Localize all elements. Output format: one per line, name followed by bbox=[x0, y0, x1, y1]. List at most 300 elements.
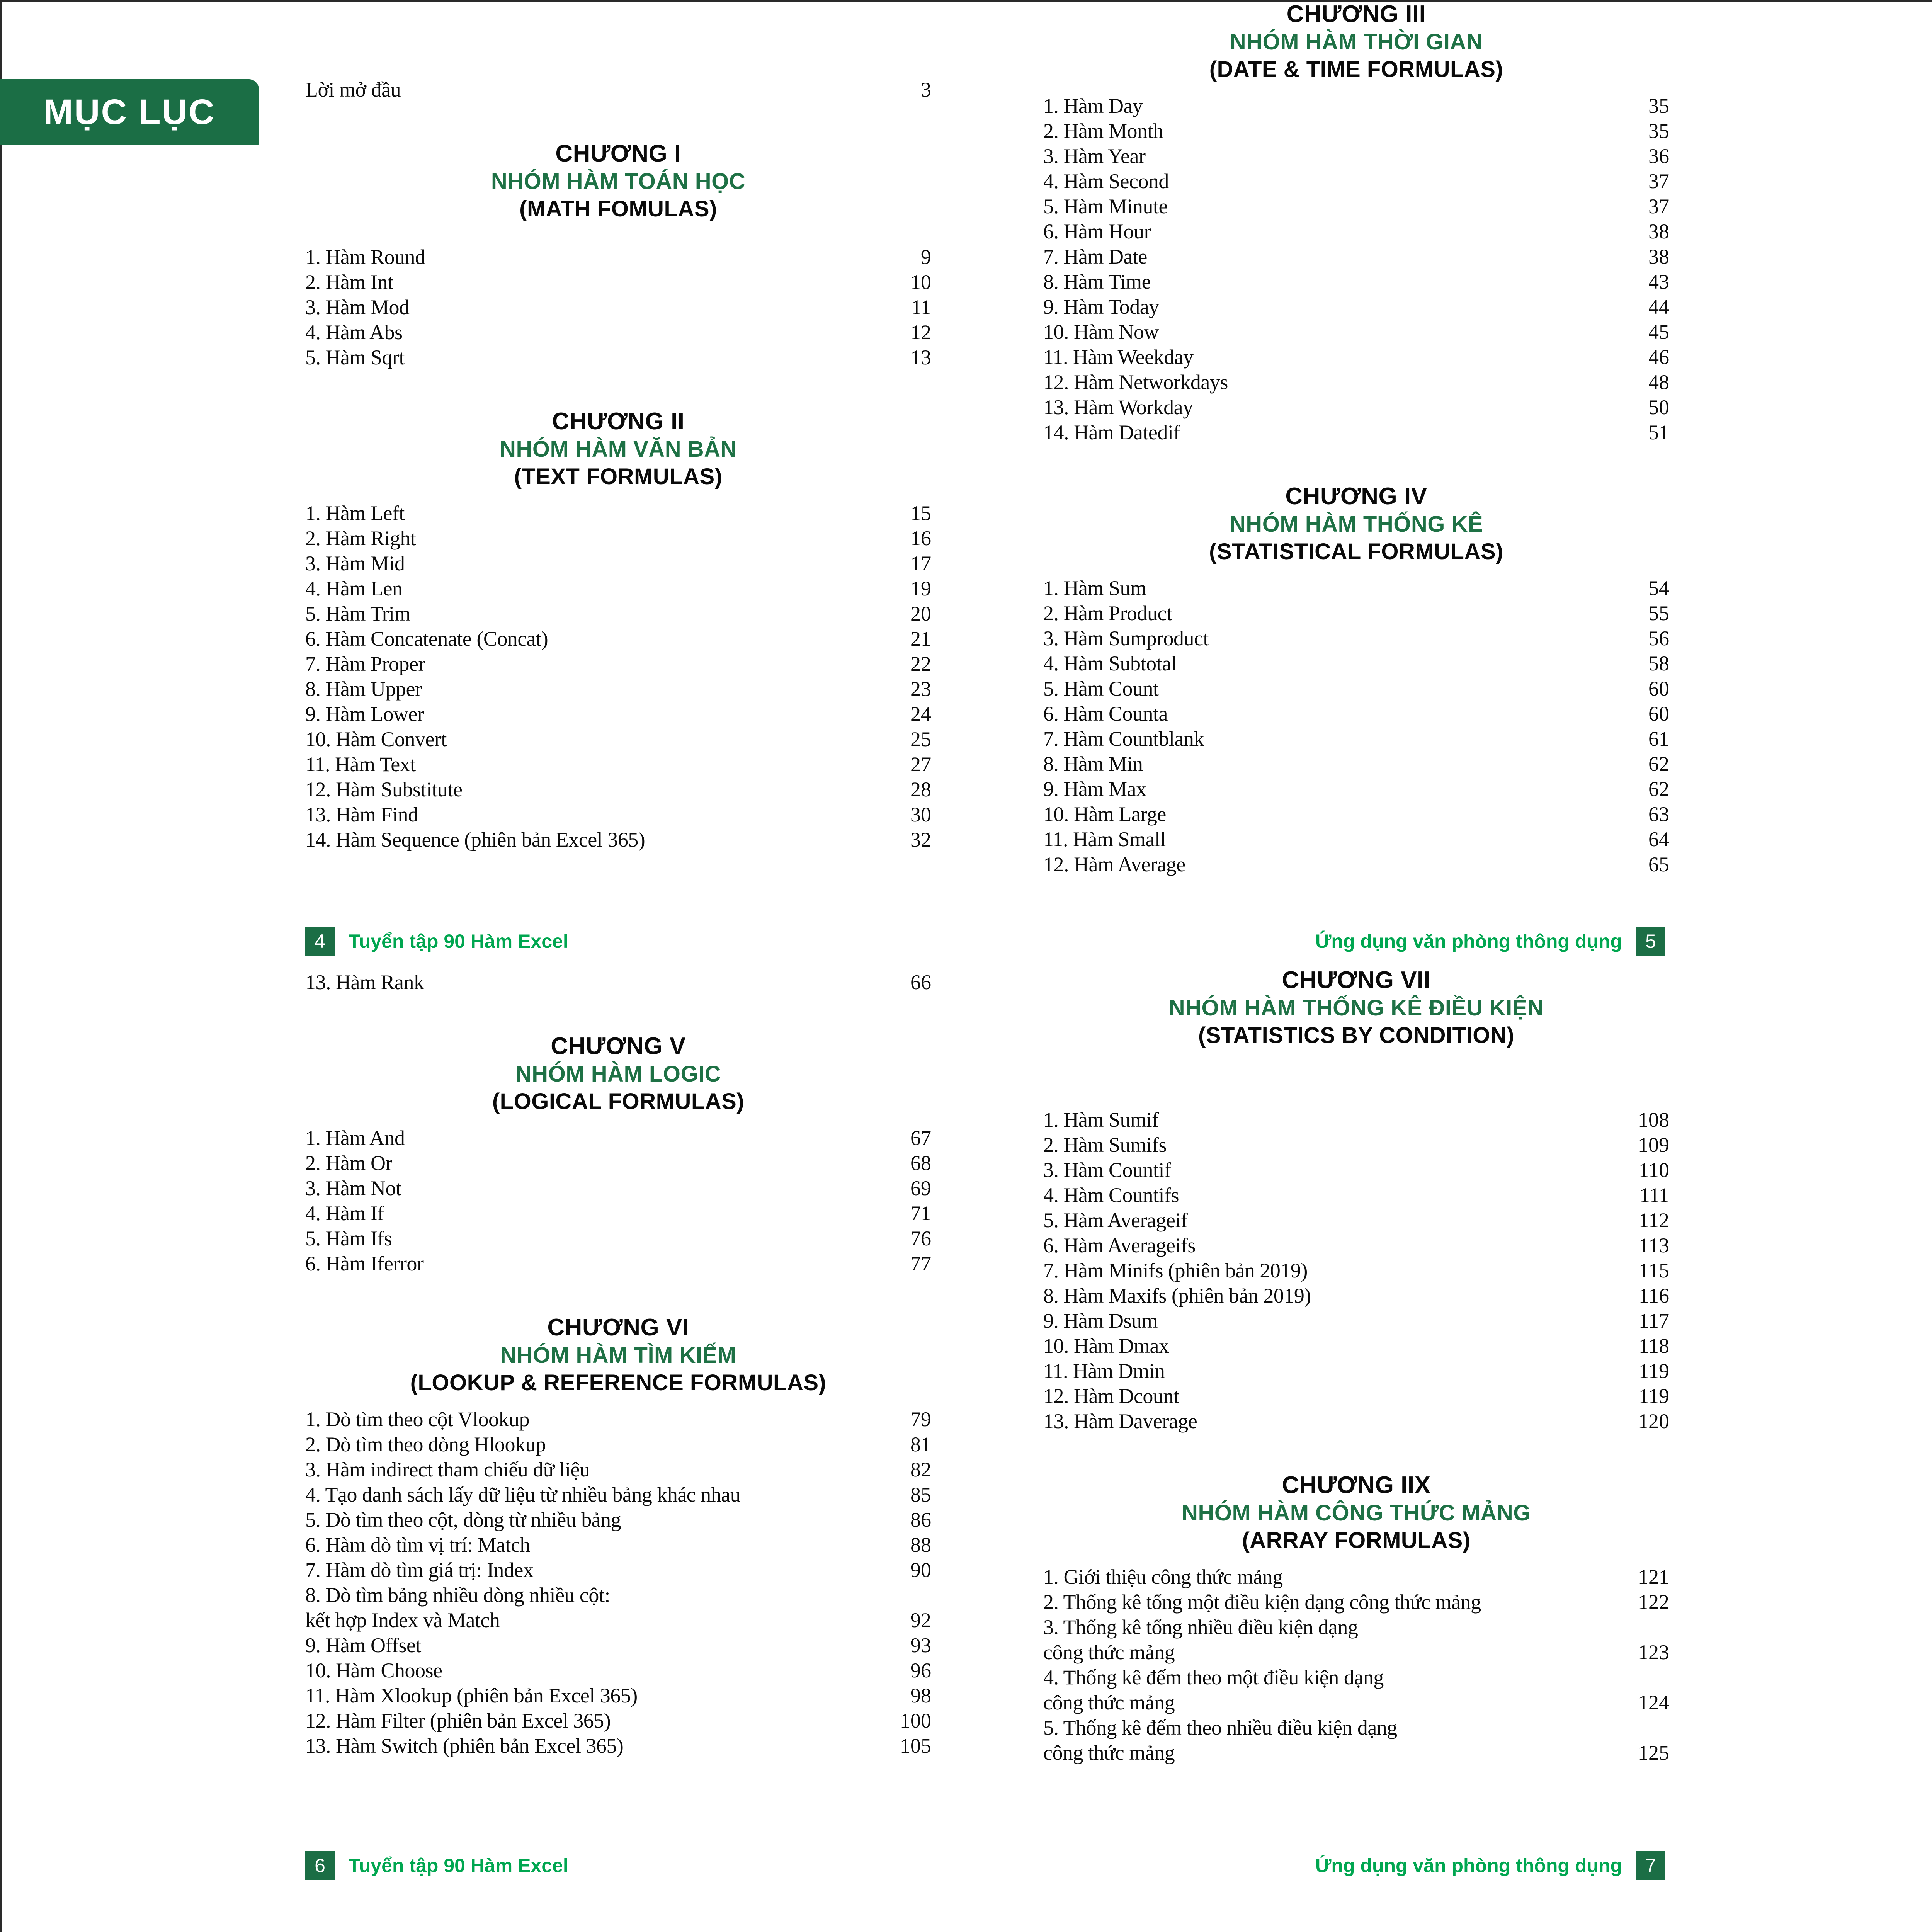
toc-entry-title: 8. Hàm Time bbox=[1043, 270, 1151, 293]
toc-entry-page: 11 bbox=[911, 296, 931, 319]
toc-entry-title: 1. Hàm And bbox=[305, 1126, 405, 1150]
toc-entry-title: 4. Hàm Second bbox=[1043, 170, 1169, 193]
toc-entry[interactable] bbox=[305, 827, 931, 852]
toc-entry-continuation[interactable] bbox=[1043, 1690, 1669, 1715]
footer-title: Ứng dụng văn phòng thông dụng bbox=[1315, 930, 1622, 952]
toc-entry[interactable] bbox=[305, 1708, 931, 1733]
toc-entry-page: 62 bbox=[1648, 752, 1669, 776]
toc-entry-page: 69 bbox=[910, 1177, 931, 1200]
chapter-title-en: (LOOKUP & REFERENCE FORMULAS) bbox=[410, 1370, 827, 1395]
toc-entry-title: Lời mở đầu bbox=[305, 78, 401, 101]
toc-entry-page: 122 bbox=[1638, 1590, 1669, 1614]
toc-entry-title: 11. Hàm Small bbox=[1043, 828, 1166, 851]
toc-entry[interactable] bbox=[305, 1151, 931, 1176]
toc-entry-title: 4. Thống kê đếm theo một điều kiện dạng bbox=[1043, 1666, 1384, 1689]
spacer bbox=[305, 995, 931, 1032]
toc-entry-page: 66 bbox=[910, 971, 931, 994]
toc-entry-title: 7. Hàm Countblank bbox=[1043, 727, 1204, 750]
toc-entry-page: 115 bbox=[1639, 1259, 1669, 1282]
toc-entry-page: 112 bbox=[1639, 1209, 1669, 1232]
toc-entry[interactable] bbox=[1043, 370, 1669, 395]
toc-entry[interactable] bbox=[305, 501, 931, 526]
toc-entry[interactable] bbox=[305, 702, 931, 727]
toc-entry-title: 2. Hàm Or bbox=[305, 1151, 392, 1175]
toc-entry-title: 4. Hàm Abs bbox=[305, 321, 403, 344]
toc-entry-page: 13 bbox=[910, 346, 931, 369]
toc-entry-title: 2. Hàm Month bbox=[1043, 119, 1163, 143]
spacer bbox=[305, 102, 931, 139]
toc-entry[interactable] bbox=[305, 1407, 931, 1432]
toc-entry-page: 35 bbox=[1648, 94, 1669, 117]
toc-entry-title: 11. Hàm Xlookup (phiên bản Excel 365) bbox=[305, 1684, 638, 1707]
chapter-number: CHƯƠNG III bbox=[1286, 1, 1426, 27]
toc-entry-title: 13. Hàm Rank bbox=[305, 971, 424, 994]
toc-entry-title: 7. Hàm Date bbox=[1043, 245, 1147, 268]
toc-entry-page: 20 bbox=[910, 602, 931, 625]
chapter-title-vi: NHÓM HÀM TOÁN HỌC bbox=[491, 169, 746, 194]
spacer bbox=[1043, 1554, 1669, 1565]
toc-entry[interactable] bbox=[1043, 1158, 1669, 1183]
chapter-heading-5 bbox=[305, 1032, 931, 1116]
toc-entry-page: 119 bbox=[1639, 1384, 1669, 1408]
toc-entry[interactable] bbox=[305, 1507, 931, 1532]
toc-entry[interactable] bbox=[305, 1432, 931, 1457]
toc-entry-page: 64 bbox=[1648, 828, 1669, 851]
toc-column-bottom-right bbox=[1043, 966, 1669, 1765]
chapter-heading-6 bbox=[305, 1313, 931, 1397]
spacer bbox=[305, 1276, 931, 1313]
toc-entry-title: 7. Hàm dò tìm giá trị: Index bbox=[305, 1558, 534, 1582]
spacer bbox=[305, 1397, 931, 1407]
toc-entry-carryover[interactable] bbox=[305, 970, 931, 995]
toc-entry-title: 13. Hàm Find bbox=[305, 803, 418, 826]
toc-entry[interactable] bbox=[1043, 752, 1669, 777]
page-number-badge: 7 bbox=[1636, 1851, 1665, 1880]
toc-entry-page: 92 bbox=[910, 1609, 931, 1632]
toc-entry[interactable] bbox=[305, 576, 931, 601]
toc-entry-page: 110 bbox=[1639, 1158, 1669, 1182]
toc-entry-title: 9. Hàm Today bbox=[1043, 295, 1159, 318]
spacer bbox=[1043, 83, 1669, 94]
toc-entry-page: 67 bbox=[910, 1126, 931, 1150]
toc-entry-title: 6. Hàm dò tìm vị trí: Match bbox=[305, 1533, 530, 1556]
footer-bottom-left bbox=[305, 1851, 568, 1880]
toc-entry-preface[interactable] bbox=[305, 77, 931, 102]
toc-entry[interactable] bbox=[305, 295, 931, 320]
toc-entry[interactable] bbox=[305, 551, 931, 576]
toc-entry[interactable] bbox=[1043, 802, 1669, 827]
toc-entry-title: 3. Hàm indirect tham chiếu dữ liệu bbox=[305, 1458, 590, 1481]
toc-entry[interactable] bbox=[1043, 395, 1669, 420]
toc-entry-page: 120 bbox=[1638, 1410, 1669, 1433]
toc-entry-title: 10. Hàm Choose bbox=[305, 1659, 442, 1682]
chapter-number: CHƯƠNG V bbox=[551, 1033, 686, 1060]
toc-entry-title: 5. Hàm Sqrt bbox=[305, 346, 405, 369]
toc-entry[interactable] bbox=[1043, 1183, 1669, 1208]
toc-entry-title: 7. Hàm Minifs (phiên bản 2019) bbox=[1043, 1259, 1308, 1282]
toc-entry-page: 30 bbox=[910, 803, 931, 826]
toc-entry[interactable] bbox=[1043, 1308, 1669, 1333]
toc-entry-page: 50 bbox=[1648, 396, 1669, 419]
spacer bbox=[305, 491, 931, 501]
toc-entry-page: 82 bbox=[910, 1458, 931, 1481]
toc-column-bottom-left bbox=[305, 970, 931, 1759]
toc-entry[interactable] bbox=[1043, 1715, 1669, 1740]
toc-entry[interactable] bbox=[1043, 777, 1669, 802]
toc-entry-title: 1. Hàm Sum bbox=[1043, 577, 1146, 600]
toc-entry[interactable] bbox=[1043, 1590, 1669, 1615]
chapter-number: CHƯƠNG I bbox=[555, 140, 681, 167]
toc-entry-title: công thức mảng bbox=[1043, 1641, 1175, 1664]
toc-entry-title: 6. Hàm Iferror bbox=[305, 1252, 424, 1275]
toc-entry-title: 8. Dò tìm bảng nhiều dòng nhiều cột: bbox=[305, 1583, 610, 1607]
toc-entry-page: 65 bbox=[1648, 853, 1669, 876]
toc-entry[interactable] bbox=[305, 320, 931, 345]
toc-entry-title: 8. Hàm Upper bbox=[305, 677, 422, 701]
toc-entry-title: 5. Thống kê đếm theo nhiều điều kiện dạng bbox=[1043, 1716, 1397, 1739]
toc-entry-page: 105 bbox=[900, 1734, 931, 1757]
toc-entry-page: 90 bbox=[910, 1558, 931, 1582]
toc-entry-title: 2. Thống kê tổng một điều kiện dạng công thức mảng bbox=[1043, 1590, 1481, 1614]
chapter-heading-7 bbox=[1043, 966, 1669, 1049]
toc-entry-title: 5. Hàm Ifs bbox=[305, 1227, 392, 1250]
toc-entry[interactable] bbox=[1043, 576, 1669, 601]
toc-entry-page: 58 bbox=[1648, 652, 1669, 675]
toc-entry[interactable] bbox=[1043, 194, 1669, 219]
toc-entry[interactable] bbox=[1043, 1565, 1669, 1590]
toc-entry-title: 4. Tạo danh sách lấy dữ liệu từ nhiều bảng khác nhau bbox=[305, 1483, 741, 1506]
toc-entry-page: 23 bbox=[910, 677, 931, 701]
toc-entry-page: 60 bbox=[1648, 702, 1669, 725]
spacer bbox=[305, 1116, 931, 1126]
toc-entry-title: 6. Hàm Hour bbox=[1043, 220, 1151, 243]
footer-bottom-right bbox=[1315, 1851, 1665, 1880]
toc-entry-title: 10. Hàm Now bbox=[1043, 320, 1159, 344]
toc-entry[interactable] bbox=[305, 526, 931, 551]
chapter-heading-2 bbox=[305, 407, 931, 491]
toc-column-top-left bbox=[305, 77, 931, 852]
footer-title: Tuyển tập 90 Hàm Excel bbox=[349, 930, 568, 952]
toc-entry-page: 81 bbox=[910, 1433, 931, 1456]
toc-entry[interactable] bbox=[305, 1226, 931, 1251]
toc-entry[interactable] bbox=[305, 626, 931, 651]
toc-entry-title: 9. Hàm Offset bbox=[305, 1634, 421, 1657]
toc-entry[interactable] bbox=[305, 1558, 931, 1583]
toc-entry-title: 4. Hàm Len bbox=[305, 577, 403, 600]
toc-entry[interactable] bbox=[305, 752, 931, 777]
toc-entry-page: 36 bbox=[1648, 145, 1669, 168]
toc-entry-title: 1. Hàm Left bbox=[305, 502, 405, 525]
toc-entry-page: 118 bbox=[1639, 1334, 1669, 1357]
toc-entry-continuation[interactable] bbox=[1043, 1640, 1669, 1665]
toc-column-top-right bbox=[1043, 0, 1669, 877]
toc-entry[interactable] bbox=[305, 270, 931, 295]
toc-entry-page: 125 bbox=[1638, 1741, 1669, 1764]
chapter-heading-8 bbox=[1043, 1471, 1669, 1554]
toc-entry[interactable] bbox=[1043, 1384, 1669, 1409]
toc-entry-title: 3. Hàm Year bbox=[1043, 145, 1146, 168]
toc-entry-page: 86 bbox=[910, 1508, 931, 1531]
toc-entry-title: 13. Hàm Daverage bbox=[1043, 1410, 1197, 1433]
toc-entry-title: 3. Hàm Not bbox=[305, 1177, 401, 1200]
chapter-heading-1 bbox=[305, 139, 931, 223]
toc-entry-continuation[interactable] bbox=[305, 1608, 931, 1633]
chapter-title-en: (STATISTICS BY CONDITION) bbox=[1198, 1023, 1515, 1048]
toc-entry-title: 12. Hàm Networkdays bbox=[1043, 371, 1228, 394]
toc-entry-title: 5. Dò tìm theo cột, dòng từ nhiều bảng bbox=[305, 1508, 621, 1531]
chapter-title-en: (DATE & TIME FORMULAS) bbox=[1209, 57, 1503, 82]
toc-entry[interactable] bbox=[1043, 1333, 1669, 1359]
toc-entry-title: 5. Hàm Trim bbox=[305, 602, 411, 625]
page-number-badge: 6 bbox=[305, 1851, 335, 1880]
toc-entry-page: 56 bbox=[1648, 627, 1669, 650]
toc-entry-title: 1. Hàm Day bbox=[1043, 94, 1143, 117]
chapter-heading-3 bbox=[1043, 0, 1669, 83]
toc-entry[interactable] bbox=[305, 1457, 931, 1482]
toc-entry[interactable] bbox=[1043, 626, 1669, 651]
toc-entry-page: 63 bbox=[1648, 803, 1669, 826]
page-number-badge: 4 bbox=[305, 927, 335, 956]
spacer bbox=[1043, 445, 1669, 482]
toc-entry-page: 119 bbox=[1639, 1359, 1669, 1383]
chapter-title-en: (ARRAY FORMULAS) bbox=[1242, 1528, 1471, 1553]
toc-entry[interactable] bbox=[305, 1482, 931, 1507]
toc-entry-title: 3. Hàm Countif bbox=[1043, 1158, 1171, 1182]
toc-entry-page: 37 bbox=[1648, 170, 1669, 193]
toc-entry-page: 38 bbox=[1648, 220, 1669, 243]
muc-luc-tab bbox=[0, 79, 259, 145]
toc-entry[interactable] bbox=[1043, 219, 1669, 244]
chapter-number: CHƯƠNG IIX bbox=[1282, 1472, 1431, 1498]
toc-entry-title: 1. Hàm Round bbox=[305, 245, 425, 269]
toc-entry[interactable] bbox=[305, 651, 931, 677]
toc-entry[interactable] bbox=[1043, 345, 1669, 370]
toc-entry-page: 22 bbox=[910, 652, 931, 675]
toc-entry[interactable] bbox=[1043, 726, 1669, 752]
toc-entry-title: 7. Hàm Proper bbox=[305, 652, 425, 675]
toc-entry[interactable] bbox=[1043, 1665, 1669, 1690]
toc-entry-title: kết hợp Index và Match bbox=[305, 1609, 500, 1632]
chapter-title-vi: NHÓM HÀM TÌM KIẾM bbox=[500, 1343, 736, 1368]
toc-entry[interactable] bbox=[1043, 1258, 1669, 1283]
toc-entry-title: 4. Hàm If bbox=[305, 1202, 384, 1225]
toc-entry-title: 1. Hàm Sumif bbox=[1043, 1108, 1159, 1131]
toc-entry-title: 2. Hàm Right bbox=[305, 527, 416, 550]
toc-entry-title: 9. Hàm Dsum bbox=[1043, 1309, 1158, 1332]
toc-entry-page: 77 bbox=[910, 1252, 931, 1275]
chapter-title-vi: NHÓM HÀM LOGIC bbox=[515, 1061, 721, 1087]
toc-entry-title: 6. Hàm Averageifs bbox=[1043, 1234, 1196, 1257]
toc-entry-title: 9. Hàm Max bbox=[1043, 777, 1146, 801]
toc-entry-page: 38 bbox=[1648, 245, 1669, 268]
chapter-title-en: (STATISTICAL FORMULAS) bbox=[1209, 539, 1503, 564]
toc-entry-title: 1. Giới thiệu công thức mảng bbox=[1043, 1565, 1283, 1588]
toc-entry-title: 3. Hàm Mod bbox=[305, 296, 410, 319]
toc-entry[interactable] bbox=[1043, 1233, 1669, 1258]
toc-entry[interactable] bbox=[1043, 320, 1669, 345]
footer-title: Ứng dụng văn phòng thông dụng bbox=[1315, 1855, 1622, 1876]
toc-entry-page: 124 bbox=[1638, 1691, 1669, 1714]
toc-entry-title: 10. Hàm Large bbox=[1043, 803, 1166, 826]
toc-entry-continuation[interactable] bbox=[1043, 1740, 1669, 1765]
toc-entry-page: 46 bbox=[1648, 345, 1669, 369]
toc-entry-page: 9 bbox=[921, 245, 931, 269]
toc-entry-title: 4. Hàm Countifs bbox=[1043, 1184, 1179, 1207]
toc-entry-page: 17 bbox=[910, 552, 931, 575]
toc-entry[interactable] bbox=[1043, 676, 1669, 701]
toc-entry-title: 8. Hàm Min bbox=[1043, 752, 1143, 776]
toc-entry-page: 113 bbox=[1639, 1234, 1669, 1257]
toc-entry[interactable] bbox=[1043, 1359, 1669, 1384]
toc-entry[interactable] bbox=[1043, 119, 1669, 144]
toc-entry-page: 96 bbox=[910, 1659, 931, 1682]
chapter-number: CHƯƠNG II bbox=[552, 408, 685, 435]
toc-entry[interactable] bbox=[1043, 269, 1669, 294]
toc-entry[interactable] bbox=[1043, 651, 1669, 676]
toc-entry[interactable] bbox=[1043, 94, 1669, 119]
toc-entry-page: 62 bbox=[1648, 777, 1669, 801]
toc-entry[interactable] bbox=[305, 727, 931, 752]
toc-entry-page: 54 bbox=[1648, 577, 1669, 600]
toc-entry-title: 5. Hàm Averageif bbox=[1043, 1209, 1188, 1232]
footer-top-right bbox=[1315, 927, 1665, 956]
toc-entry-title: công thức mảng bbox=[1043, 1691, 1175, 1714]
spacer bbox=[305, 370, 931, 407]
toc-entry-page: 93 bbox=[910, 1634, 931, 1657]
toc-entry-page: 60 bbox=[1648, 677, 1669, 700]
toc-entry-page: 85 bbox=[910, 1483, 931, 1506]
toc-entry[interactable] bbox=[305, 245, 931, 270]
toc-entry[interactable] bbox=[1043, 701, 1669, 726]
toc-entry-page: 37 bbox=[1648, 195, 1669, 218]
toc-entry-title: 14. Hàm Sequence (phiên bản Excel 365) bbox=[305, 828, 645, 851]
toc-entry[interactable] bbox=[1043, 1133, 1669, 1158]
toc-entry[interactable] bbox=[305, 1583, 931, 1608]
toc-entry-title: 3. Hàm Mid bbox=[305, 552, 405, 575]
chapter-title-en: (TEXT FORMULAS) bbox=[514, 464, 723, 489]
toc-entry-page: 51 bbox=[1648, 421, 1669, 444]
chapter-number: CHƯƠNG VII bbox=[1282, 967, 1431, 993]
toc-entry[interactable] bbox=[1043, 1409, 1669, 1434]
toc-entry[interactable] bbox=[305, 1683, 931, 1708]
toc-entry-page: 25 bbox=[910, 728, 931, 751]
toc-entry-page: 3 bbox=[921, 78, 931, 101]
toc-entry[interactable] bbox=[305, 1126, 931, 1151]
chapter-title-vi: NHÓM HÀM THỜI GIAN bbox=[1230, 29, 1483, 54]
toc-entry[interactable] bbox=[305, 345, 931, 370]
toc-entry-page: 116 bbox=[1639, 1284, 1669, 1307]
toc-entry-title: 6. Hàm Concatenate (Concat) bbox=[305, 627, 548, 650]
spacer bbox=[305, 223, 931, 245]
toc-entry-page: 55 bbox=[1648, 602, 1669, 625]
spacer bbox=[1043, 1049, 1669, 1107]
toc-entry[interactable] bbox=[305, 1176, 931, 1201]
toc-entry-title: 11. Hàm Text bbox=[305, 753, 416, 776]
toc-entry-page: 88 bbox=[910, 1533, 931, 1556]
toc-entry-title: 11. Hàm Dmin bbox=[1043, 1359, 1165, 1383]
toc-entry-title: 10. Hàm Dmax bbox=[1043, 1334, 1169, 1357]
toc-entry[interactable] bbox=[1043, 169, 1669, 194]
toc-entry-page: 98 bbox=[910, 1684, 931, 1707]
chapter-number: CHƯƠNG IV bbox=[1285, 483, 1427, 510]
toc-entry-page: 68 bbox=[910, 1151, 931, 1175]
toc-entry-title: 5. Hàm Count bbox=[1043, 677, 1159, 700]
toc-entry-title: 6. Hàm Counta bbox=[1043, 702, 1168, 725]
toc-entry[interactable] bbox=[1043, 294, 1669, 320]
scan-edge-left bbox=[0, 0, 2, 1932]
toc-entry-page: 35 bbox=[1648, 119, 1669, 143]
toc-entry-page: 19 bbox=[910, 577, 931, 600]
muc-luc-label: MỤC LỤC bbox=[43, 92, 216, 132]
spacer bbox=[1043, 566, 1669, 576]
toc-entry[interactable] bbox=[1043, 144, 1669, 169]
toc-entry-page: 76 bbox=[910, 1227, 931, 1250]
toc-entry[interactable] bbox=[305, 677, 931, 702]
toc-entry[interactable] bbox=[1043, 1208, 1669, 1233]
toc-entry[interactable] bbox=[305, 1251, 931, 1276]
toc-entry-title: 12. Hàm Filter (phiên bản Excel 365) bbox=[305, 1709, 611, 1732]
toc-entry[interactable] bbox=[1043, 852, 1669, 877]
toc-entry-title: 3. Thống kê tổng nhiều điều kiện dạng bbox=[1043, 1616, 1358, 1639]
toc-entry[interactable] bbox=[1043, 244, 1669, 269]
toc-entry[interactable] bbox=[1043, 1107, 1669, 1133]
toc-entry[interactable] bbox=[1043, 1283, 1669, 1308]
chapter-heading-4 bbox=[1043, 482, 1669, 566]
toc-entry[interactable] bbox=[305, 777, 931, 802]
toc-entry[interactable] bbox=[305, 1658, 931, 1683]
chapter-title-vi: NHÓM HÀM CÔNG THỨC MẢNG bbox=[1182, 1500, 1531, 1526]
toc-entry-title: 10. Hàm Convert bbox=[305, 728, 447, 751]
toc-entry-title: 2. Hàm Product bbox=[1043, 602, 1172, 625]
toc-entry-title: 9. Hàm Lower bbox=[305, 702, 424, 726]
toc-entry[interactable] bbox=[1043, 1615, 1669, 1640]
toc-entry-title: 2. Hàm Int bbox=[305, 270, 393, 294]
toc-entry-title: 11. Hàm Weekday bbox=[1043, 345, 1194, 369]
toc-entry-page: 28 bbox=[910, 778, 931, 801]
toc-entry-title: 2. Dò tìm theo dòng Hlookup bbox=[305, 1433, 546, 1456]
toc-entry[interactable] bbox=[305, 802, 931, 827]
toc-entry[interactable] bbox=[305, 1201, 931, 1226]
toc-entry[interactable] bbox=[305, 1633, 931, 1658]
toc-entry-page: 79 bbox=[910, 1408, 931, 1431]
toc-entry-page: 108 bbox=[1638, 1108, 1669, 1131]
toc-entry-title: 13. Hàm Workday bbox=[1043, 396, 1193, 419]
toc-entry-title: 5. Hàm Minute bbox=[1043, 195, 1168, 218]
toc-entry-title: công thức mảng bbox=[1043, 1741, 1175, 1764]
toc-entry-title: 2. Hàm Sumifs bbox=[1043, 1133, 1167, 1156]
toc-entry-page: 117 bbox=[1639, 1309, 1669, 1332]
toc-entry-page: 48 bbox=[1648, 371, 1669, 394]
toc-entry-page: 12 bbox=[910, 321, 931, 344]
toc-entry-page: 43 bbox=[1648, 270, 1669, 293]
chapter-title-en: (MATH FOMULAS) bbox=[519, 196, 717, 221]
toc-entry[interactable] bbox=[305, 1733, 931, 1759]
toc-entry-title: 12. Hàm Average bbox=[1043, 853, 1185, 876]
toc-entry[interactable] bbox=[1043, 827, 1669, 852]
toc-entry[interactable] bbox=[305, 601, 931, 626]
toc-entry[interactable] bbox=[1043, 601, 1669, 626]
toc-entry-page: 121 bbox=[1638, 1565, 1669, 1588]
toc-entry-page: 61 bbox=[1648, 727, 1669, 750]
toc-entry-page: 45 bbox=[1648, 320, 1669, 344]
toc-entry-title: 12. Hàm Dcount bbox=[1043, 1384, 1179, 1408]
chapter-title-vi: NHÓM HÀM THỐNG KÊ bbox=[1229, 512, 1483, 537]
chapter-title-vi: NHÓM HÀM VĂN BẢN bbox=[500, 437, 737, 462]
toc-entry-title: 4. Hàm Subtotal bbox=[1043, 652, 1177, 675]
toc-entry[interactable] bbox=[1043, 420, 1669, 445]
chapter-title-en: (LOGICAL FORMULAS) bbox=[492, 1089, 745, 1114]
toc-entry[interactable] bbox=[305, 1532, 931, 1558]
